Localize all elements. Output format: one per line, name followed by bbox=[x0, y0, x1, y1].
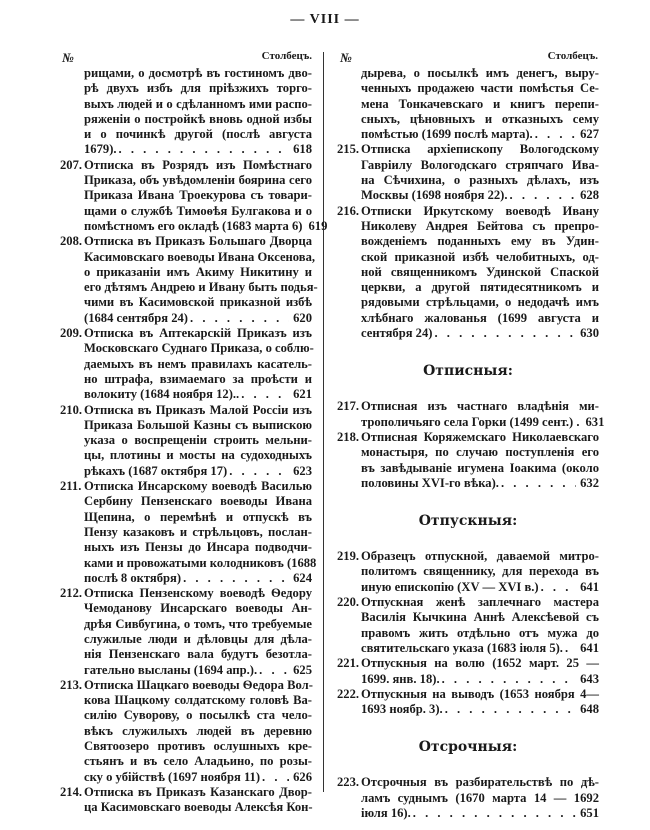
toc-entry bbox=[60, 479, 317, 586]
dot-leader bbox=[508, 188, 577, 203]
entry-text: церкви, а другой пятидесятникомъ и bbox=[361, 280, 599, 295]
entry-text: рядовыми стрѣльцами, о недодачѣ имъ bbox=[361, 295, 599, 310]
entry-text: послѣ 8 октября) bbox=[84, 570, 182, 585]
entry-last-line bbox=[361, 414, 605, 430]
entry-text: 1693 ноябр. 3). bbox=[361, 702, 443, 717]
entry-text: половины XVI-го вѣка). bbox=[361, 475, 499, 490]
toc-entry bbox=[60, 403, 312, 479]
entry-text: ца Касимовскаго воеводы Алексѣя Кон- bbox=[84, 800, 313, 815]
entry-text: чими въ Касимовской приказной избѣ bbox=[84, 295, 312, 310]
entry-text: Отписка въ Аптекарскiй Приказъ изъ bbox=[84, 326, 312, 341]
toc-entry bbox=[60, 66, 312, 158]
entry-last-line bbox=[84, 311, 312, 326]
entry-text: Касимовскаго воеводы Ивана Оксенова, bbox=[84, 249, 316, 264]
entry-last-line bbox=[84, 142, 312, 157]
dot-leader bbox=[539, 580, 576, 595]
entry-text: сентября 24) bbox=[361, 326, 433, 341]
dot-leader bbox=[499, 476, 576, 491]
right-column bbox=[337, 66, 605, 821]
left-column bbox=[60, 66, 328, 816]
entry-text: Отписная изъ частнаго владѣнiя ми- bbox=[361, 399, 599, 414]
entry-text: Гаврiилу Вологодскаго стряпчаго Ива- bbox=[361, 157, 599, 172]
entry-text: о приказанiи имъ Акиму Никитину и bbox=[84, 264, 312, 279]
dot-leader bbox=[440, 672, 577, 687]
dot-leader bbox=[188, 311, 289, 326]
entry-text: гательно высланы (1694 апр.). bbox=[84, 662, 258, 677]
entry-text: Отпускныя на волю (1652 март. 25 — bbox=[361, 656, 599, 671]
entry-text: ной священникомъ Удинской Спаской bbox=[361, 264, 599, 279]
entry-number: 215. bbox=[337, 142, 360, 157]
section-heading: Отпускныя: bbox=[418, 513, 518, 530]
entry-text: Московскаго Суднаго Приказа, о соблю- bbox=[84, 341, 314, 356]
entry-text: Отписка Пензенскому воеводѣ Ѳедору bbox=[84, 586, 312, 601]
entry-text: указа о воспрещенiи строить мельни- bbox=[84, 433, 312, 448]
entry-text: Отписка въ Приказъ Большаго Дворца bbox=[84, 234, 312, 249]
entry-text: ламъ суднымъ (1670 марта 14 — 1692 bbox=[361, 790, 599, 805]
entry-last-line bbox=[84, 663, 312, 678]
entry-text: рищами, о досмотрѣ въ гостиномъ дво- bbox=[84, 66, 312, 80]
entry-number: 212. bbox=[60, 586, 83, 601]
toc-entry bbox=[337, 549, 599, 595]
entry-text: Отписная Коряжемскаго Николаевскаго bbox=[361, 429, 599, 444]
entry-text: святительскаго указа (1683 iюля 5). bbox=[361, 640, 563, 655]
entry-number: 221. bbox=[337, 656, 360, 671]
entry-last-line bbox=[361, 127, 599, 142]
entry-text: правомъ жить отдѣльно отъ мужа до bbox=[361, 625, 599, 640]
entry-last-line bbox=[361, 580, 599, 595]
toc-entry bbox=[337, 142, 599, 203]
entry-text: стьянъ и въ село Аладьино, по розы- bbox=[84, 754, 312, 769]
dot-leader bbox=[533, 127, 576, 142]
entry-number: 211. bbox=[60, 479, 82, 494]
column-number: 632 bbox=[580, 475, 599, 490]
entry-last-line bbox=[361, 326, 599, 341]
entry-text: кова Шацкому солдатскому головѣ Ва- bbox=[84, 693, 312, 708]
entry-text: Образецъ отпускной, даваемой митро- bbox=[361, 549, 599, 564]
column-number: 641 bbox=[580, 579, 599, 594]
column-number: 619 bbox=[308, 218, 328, 233]
column-divider bbox=[323, 52, 324, 792]
entry-number: 216. bbox=[337, 203, 360, 218]
toc-entry bbox=[337, 687, 599, 718]
entry-text: щами о службѣ Тимоѳѣя Булгакова и о bbox=[84, 203, 312, 218]
entry-text: Чемоданову Инсарскаго воеводы Ан- bbox=[84, 601, 312, 616]
entry-text: силiю Суворову, о посылкѣ ста чело- bbox=[84, 708, 312, 723]
entry-text: Отпускная женѣ заплечнаго мастера bbox=[361, 595, 599, 610]
number-header: № bbox=[62, 50, 74, 65]
column-number: 621 bbox=[293, 387, 312, 402]
dot-leader bbox=[257, 663, 289, 678]
entry-text: ченныхъ продажею части помѣстья Се- bbox=[361, 81, 599, 96]
entry-last-line bbox=[84, 387, 312, 402]
entry-number: 223. bbox=[337, 775, 360, 790]
column-number: 648 bbox=[580, 702, 599, 717]
dot-leader bbox=[432, 326, 576, 341]
toc-entry bbox=[337, 66, 599, 142]
entry-text: Отписки Иркутскому воеводѣ Ивану bbox=[361, 203, 599, 218]
entry-text: Пензу казаковъ и стрѣльцовъ, послан- bbox=[84, 524, 312, 539]
entry-text: Отписка въ Приказъ Малой Россiи изъ bbox=[84, 402, 312, 417]
dot-leader bbox=[117, 142, 290, 157]
entry-text: ской приказной избѣ челобитныхъ, од- bbox=[361, 249, 599, 264]
dot-leader bbox=[239, 387, 289, 402]
entry-number: 208. bbox=[60, 234, 83, 249]
column-header: Столбецъ. bbox=[261, 50, 312, 62]
entry-text: Отписка въ Приказъ Казанскаго Двор- bbox=[84, 784, 312, 799]
entry-text: Василiя Кычкина Аннѣ Алексѣевой съ bbox=[361, 610, 599, 625]
entry-text: Отписка Шацкаго воеводы Ѳедора Вол- bbox=[84, 677, 313, 692]
entry-text: Москвы (1698 ноября 22). bbox=[361, 188, 508, 203]
entry-text: 1679). bbox=[84, 142, 117, 157]
dot-leader bbox=[227, 464, 289, 479]
entry-number: 210. bbox=[60, 402, 83, 417]
entry-text: помѣстью (1699 послѣ марта). bbox=[361, 127, 533, 142]
dot-leader bbox=[260, 770, 289, 785]
entry-text: Святоозеро противъ ослушныхъ кре- bbox=[84, 739, 312, 754]
entry-text: Приказа Ивана Троекурова съ товари- bbox=[84, 188, 312, 203]
toc-entry bbox=[60, 586, 312, 678]
column-number: 618 bbox=[293, 142, 312, 157]
entry-text: Сербину Пензенскаго воеводы Ивана bbox=[84, 494, 312, 509]
entry-last-line bbox=[84, 218, 328, 234]
entry-text: Приказа, объ увѣдомленiи боярина сего bbox=[84, 173, 312, 188]
entry-text: волокиту (1684 ноября 12).. bbox=[84, 387, 240, 402]
toc-entry bbox=[60, 678, 312, 785]
dot-leader bbox=[411, 806, 576, 821]
toc-entry bbox=[337, 204, 599, 342]
entry-text: 1699. янв. 18). bbox=[361, 671, 440, 686]
toc-entry bbox=[337, 430, 599, 491]
entry-number: 207. bbox=[60, 157, 83, 172]
entry-number: 213. bbox=[60, 677, 83, 692]
entry-text: дырева, о посылкѣ имъ денегъ, выру- bbox=[361, 66, 599, 80]
column-number: 627 bbox=[580, 127, 599, 142]
dot-leader bbox=[181, 571, 289, 586]
entry-text: (1684 сентября 24) bbox=[84, 310, 189, 325]
entry-text: служилые люди и дѣловцы для дѣла- bbox=[84, 631, 312, 646]
entry-text: помѣстномъ его окладѣ (1683 марта 6) bbox=[84, 218, 303, 233]
entry-text: на Сѣчихина, о разныхъ дѣлахъ, изъ bbox=[361, 173, 599, 188]
entry-number: 214. bbox=[60, 784, 83, 799]
column-number: 624 bbox=[293, 570, 312, 585]
toc-entry bbox=[60, 326, 312, 402]
entry-text: политомъ священнику, для перехода въ bbox=[361, 564, 599, 579]
entry-text: цы, плотины и мосты на судоходныхъ bbox=[84, 448, 312, 463]
dot-leader bbox=[443, 702, 576, 717]
entry-text: дрѣя Сивбугина, о томъ, что требуемые bbox=[84, 616, 312, 631]
entry-text: даемыхъ въ немъ правилахъ касатель- bbox=[84, 356, 312, 371]
entry-text: Приказа Большой Казны съ выпискою bbox=[84, 417, 312, 432]
entry-last-line bbox=[84, 770, 312, 785]
entry-text: Отпускныя на выводъ (1653 ноября 4— bbox=[361, 686, 599, 701]
entry-text: ряженiи о постройкѣ вновь одной избы bbox=[84, 111, 312, 126]
entry-number: 222. bbox=[337, 686, 360, 701]
section-heading: Отсрочныя: bbox=[418, 739, 518, 756]
entry-text: нiя Пензенскаго вала будутъ безотла- bbox=[84, 647, 312, 662]
number-header: № bbox=[340, 50, 352, 65]
entry-text: Николеву Андрея Бейтова съ препро- bbox=[361, 218, 599, 233]
dot-leader bbox=[563, 641, 576, 656]
entry-text: iюля 16). bbox=[361, 805, 411, 820]
column-number: 625 bbox=[293, 662, 312, 677]
entry-last-line bbox=[361, 672, 599, 687]
entry-text: ныхъ изъ Пензы до Инсара подводчи- bbox=[84, 540, 312, 555]
column-number: 641 bbox=[580, 640, 599, 655]
entry-last-line bbox=[361, 702, 599, 717]
section-heading: Отписныя: bbox=[423, 363, 513, 380]
entry-last-line bbox=[361, 188, 599, 203]
column-number: 620 bbox=[293, 310, 312, 325]
entry-text: трополичьяго села Горки (1499 сент.) . bbox=[361, 414, 580, 429]
entry-last-line bbox=[84, 464, 312, 479]
entry-text: мена Тонкачевскаго и книгъ перепи- bbox=[361, 96, 599, 111]
toc-entry bbox=[60, 157, 328, 234]
toc-entry bbox=[337, 775, 599, 821]
entry-text: вожденiемъ поданныхъ ему въ Удин- bbox=[361, 234, 599, 249]
entry-text: иную епископiю (XV — XVI в.) bbox=[361, 579, 539, 594]
entry-number: 218. bbox=[337, 429, 360, 444]
entry-text: ками и провожатыми колодниковъ (1688 bbox=[84, 555, 317, 570]
column-number: 623 bbox=[293, 463, 312, 478]
page-number: — VIII — bbox=[290, 12, 360, 27]
toc-entry bbox=[337, 399, 605, 430]
entry-text: рѣкахъ (1687 октября 17) bbox=[84, 463, 228, 478]
entry-text: Отсрочныя въ разбирательствѣ по дѣ- bbox=[361, 775, 599, 790]
entry-text: выхъ людей и о сдѣланномъ ими распо- bbox=[84, 96, 312, 111]
entry-last-line bbox=[84, 571, 312, 586]
entry-text: хлѣбнаго жалованья (1699 августа и bbox=[361, 310, 599, 325]
toc-entry bbox=[60, 234, 318, 326]
column-number: 630 bbox=[580, 326, 599, 341]
entry-text: монастыря, по случаю поступленiя его bbox=[361, 445, 599, 460]
column-number: 651 bbox=[580, 805, 599, 820]
entry-last-line bbox=[361, 806, 599, 821]
toc-entry bbox=[337, 656, 599, 687]
entry-last-line bbox=[361, 476, 599, 491]
entry-text: Отписка архiепископу Вологодскому bbox=[361, 142, 599, 157]
entry-number: 209. bbox=[60, 326, 83, 341]
entry-last-line bbox=[361, 641, 599, 656]
column-number: 628 bbox=[580, 188, 599, 203]
entry-number: 217. bbox=[337, 399, 360, 414]
entry-text: его дѣтямъ Андрею и Ивану быть подья- bbox=[84, 280, 318, 295]
column-number: 631 bbox=[585, 414, 605, 429]
entry-text: въ завѣдыванiе игумена Iоакима (около bbox=[361, 460, 599, 475]
entry-number: 220. bbox=[337, 595, 360, 610]
entry-text: Отписка въ Розрядъ изъ Помѣстнаго bbox=[84, 157, 312, 172]
entry-text: рѣ двухъ избъ для прiѣзжихъ торго- bbox=[84, 81, 312, 96]
entry-text: ску о убiйствѣ (1697 ноября 11) bbox=[84, 769, 261, 784]
column-header: Столбецъ. bbox=[547, 50, 598, 62]
entry-text: вѣкъ служилыхъ людей въ деревню bbox=[84, 723, 312, 738]
entry-text: Щепина, о перемѣнѣ и отпускѣ въ bbox=[84, 509, 312, 524]
toc-entry bbox=[60, 785, 312, 816]
column-number: 643 bbox=[580, 671, 599, 686]
entry-number: 219. bbox=[337, 549, 360, 564]
toc-entry bbox=[337, 595, 599, 656]
column-number: 626 bbox=[293, 769, 312, 784]
entry-text: и о починкѣ другой (послѣ августа bbox=[84, 127, 312, 142]
entry-text: но штрафа, взимаемаго за проѣсти и bbox=[84, 371, 312, 386]
entry-text: сныхъ, цѣновныхъ и отказныхъ сему bbox=[361, 111, 599, 126]
entry-text: Отписка Инсарскому воеводѣ Василью bbox=[84, 479, 312, 494]
